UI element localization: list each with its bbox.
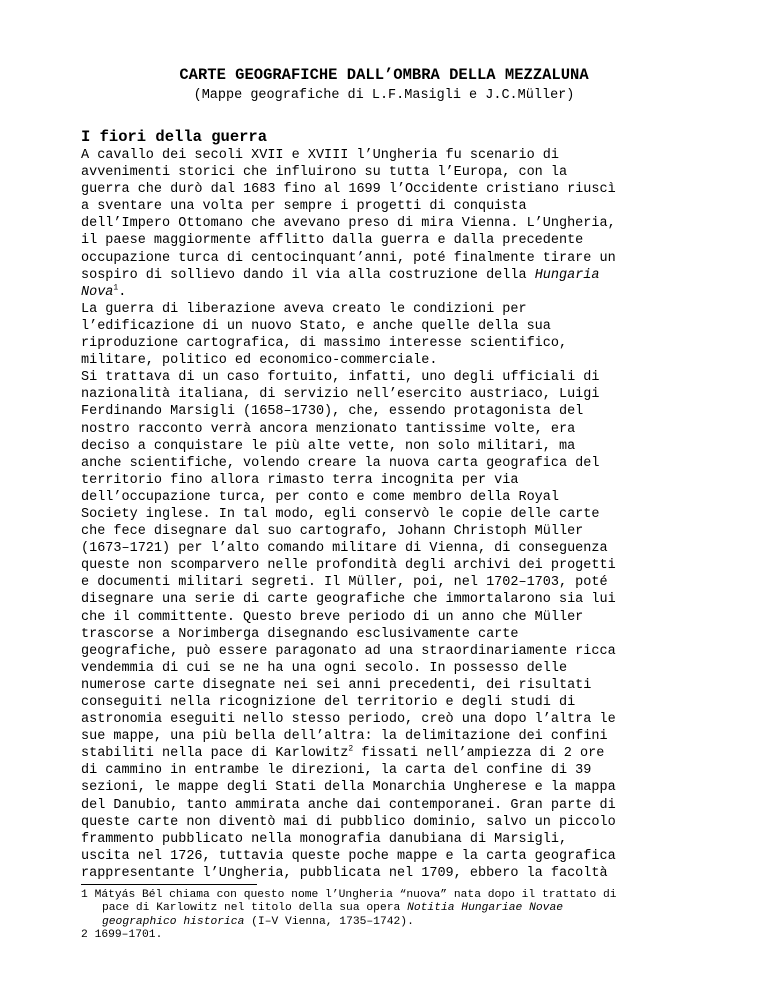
text-line: vendemmia di cui se ne ha una ogni secolo. In possesso delle bbox=[81, 660, 568, 676]
footnote-ref-2[interactable]: 2 bbox=[348, 744, 354, 754]
text-line: queste carte non diventò mai di pubblico dominio, salvo un piccolo bbox=[81, 814, 616, 830]
text-line: sezioni, le mappe degli Stati della Monarchia Ungherese e la mappa bbox=[81, 780, 616, 796]
text-line: a sventare una volta per sempre i progetti di conquista bbox=[81, 199, 527, 215]
text-fragment: fissati nell’ampiezza di 2 ore bbox=[353, 746, 605, 762]
section-heading: I fiori della guerra bbox=[81, 128, 268, 146]
text-line: numerose carte disegnate nei sei anni precedenti, dei risultati bbox=[81, 677, 592, 693]
document-title: CARTE GEOGRAFICHE DALL’OMBRA DELLA MEZZALUNA bbox=[179, 66, 589, 84]
text-line: Ferdinando Marsigli (1658–1730), che, essendo protagonista del bbox=[81, 404, 584, 420]
text-line: geografiche, può essere paragonato ad una straordinariamente ricca bbox=[81, 643, 616, 659]
footnote-1-continued bbox=[81, 902, 687, 915]
text-line: dell’occupazione turca, per conto e come membro della Royal bbox=[81, 489, 559, 505]
text-line: dell’Impero Ottomano che avevano preso di mira Vienna. L’Ungheria, bbox=[81, 216, 616, 232]
footnote-text: pace di Karlowitz nel titolo della sua opera bbox=[102, 902, 408, 915]
text-line: conseguiti nella ricognizione del territorio e degli studi di bbox=[81, 695, 576, 710]
text-line: occupazione turca di centocinquant’anni, poté finalmente tirare un bbox=[81, 250, 616, 266]
footnote-number: 1 bbox=[81, 889, 88, 902]
text-line: e documenti militari segreti. Il Müller, poi, nel 1702–1703, poté bbox=[81, 575, 608, 591]
text-line: deciso a conquistare le più alte vette, non solo militari, ma bbox=[81, 438, 576, 454]
text-line: frammento pubblicato nella monografia danubiana di Marsigli, bbox=[81, 831, 568, 847]
text-line: anche scientifiche, volendo creare la nuova carta geografica del bbox=[81, 455, 600, 471]
text-line bbox=[81, 745, 687, 762]
text-line: di cammino in entrambe le direzioni, la carta del confine di 39 bbox=[81, 763, 592, 779]
footnote-text: (I–V Vienna, 1735–1742). bbox=[244, 915, 414, 928]
text-line: riproduzione cartografica, di massimo interesse scientifico, bbox=[81, 336, 568, 352]
text-line: trascorse a Norimberga disegnando esclusivamente carte bbox=[81, 626, 519, 642]
footnote-book-title: Notitia Hungariae Novae bbox=[407, 902, 564, 915]
footnote-separator bbox=[81, 884, 257, 885]
document-subtitle: (Mappe geografiche di L.F.Masigli e J.C.Müller) bbox=[193, 88, 575, 103]
text-line: A cavallo dei secoli XVII e XVIII l’Ungheria fu scenario di bbox=[81, 148, 559, 163]
text-line bbox=[81, 284, 687, 301]
text-line: del Danubio, tanto ammirata anche dai contemporanei. Gran parte di bbox=[81, 797, 616, 813]
footnote-book-title: geographico historica bbox=[102, 915, 245, 928]
text-fragment: sospiro di sollievo dando il via alla costruzione della bbox=[81, 267, 535, 283]
document-page bbox=[81, 66, 687, 943]
footnote-text: Mátyás Bél chiama con questo nome l’Ungheria “nuova” nata dopo il trattato di bbox=[94, 889, 617, 902]
text-line: Society inglese. In tal modo, egli conservò le copie delle carte bbox=[81, 506, 600, 522]
footnote-text: 1699–1701. bbox=[94, 929, 163, 942]
text-line: Si trattava di un caso fortuito, infatti, uno degli ufficiali di bbox=[81, 370, 600, 386]
text-line: sue mappe, una più bella dell’altra: la delimitazione dei confini bbox=[81, 729, 608, 745]
text-line: il paese maggiormente afflitto dalla guerra e dalla precedente bbox=[81, 233, 584, 249]
text-line: nostro racconto verrà ancora menzionato tantissime volte, era bbox=[81, 421, 576, 437]
text-line: guerra che durò dal 1683 fino al 1699 l’Occidente cristiano riuscì bbox=[81, 182, 616, 198]
footnotes bbox=[81, 889, 687, 943]
footnote-1 bbox=[81, 889, 687, 902]
text-line bbox=[81, 267, 687, 284]
text-line: queste non scomparvero nelle profondità degli archivi dei progetti bbox=[81, 558, 616, 574]
footnote-2 bbox=[81, 929, 687, 942]
text-line: avvenimenti storici che influirono su tutta l’Europa, con la bbox=[81, 165, 568, 181]
footnote-number: 2 bbox=[81, 929, 88, 942]
text-line: che il committente. Questo breve periodo di un anno che Müller bbox=[81, 609, 584, 625]
text-line: nazionalità italiana, di servizio nell’esercito austriaco, Luigi bbox=[81, 387, 600, 403]
text-line: disegnare una serie di carte geografiche che immortalarono sia lui bbox=[81, 592, 616, 608]
italic-phrase: Hungaria bbox=[534, 267, 600, 283]
text-line: rappresentante l’Ungheria, pubblicata nel 1709, ebbero la facoltà bbox=[81, 865, 608, 881]
text-line: (1673–1721) per l’alto comando militare di Vienna, di conseguenza bbox=[81, 541, 608, 557]
text-line: l’edificazione di un nuovo Stato, e anche quelle della sua bbox=[81, 318, 551, 334]
text-line: La guerra di liberazione aveva creato le condizioni per bbox=[81, 301, 527, 317]
text-fragment: stabiliti nella pace di Karlowitz bbox=[81, 746, 349, 762]
text-line: territorio fino allora rimasto terra incognita per via bbox=[81, 472, 519, 488]
footnote-1-continued bbox=[81, 916, 687, 929]
footnote-ref-1[interactable]: 1 bbox=[113, 283, 119, 293]
text-line: che fece disegnare dal suo cartografo, Johann Christoph Müller bbox=[81, 524, 584, 540]
text-line: militare, politico ed economico-commerciale. bbox=[81, 353, 438, 369]
text-line: astronomia eseguiti nello stesso periodo, creò una dopo l’altra le bbox=[81, 712, 616, 728]
text-line: uscita nel 1726, tuttavia queste poche mappe e la carta geografica bbox=[81, 848, 616, 864]
italic-phrase: Nova bbox=[81, 284, 114, 300]
text-fragment: . bbox=[118, 284, 127, 300]
body-text bbox=[81, 147, 687, 882]
